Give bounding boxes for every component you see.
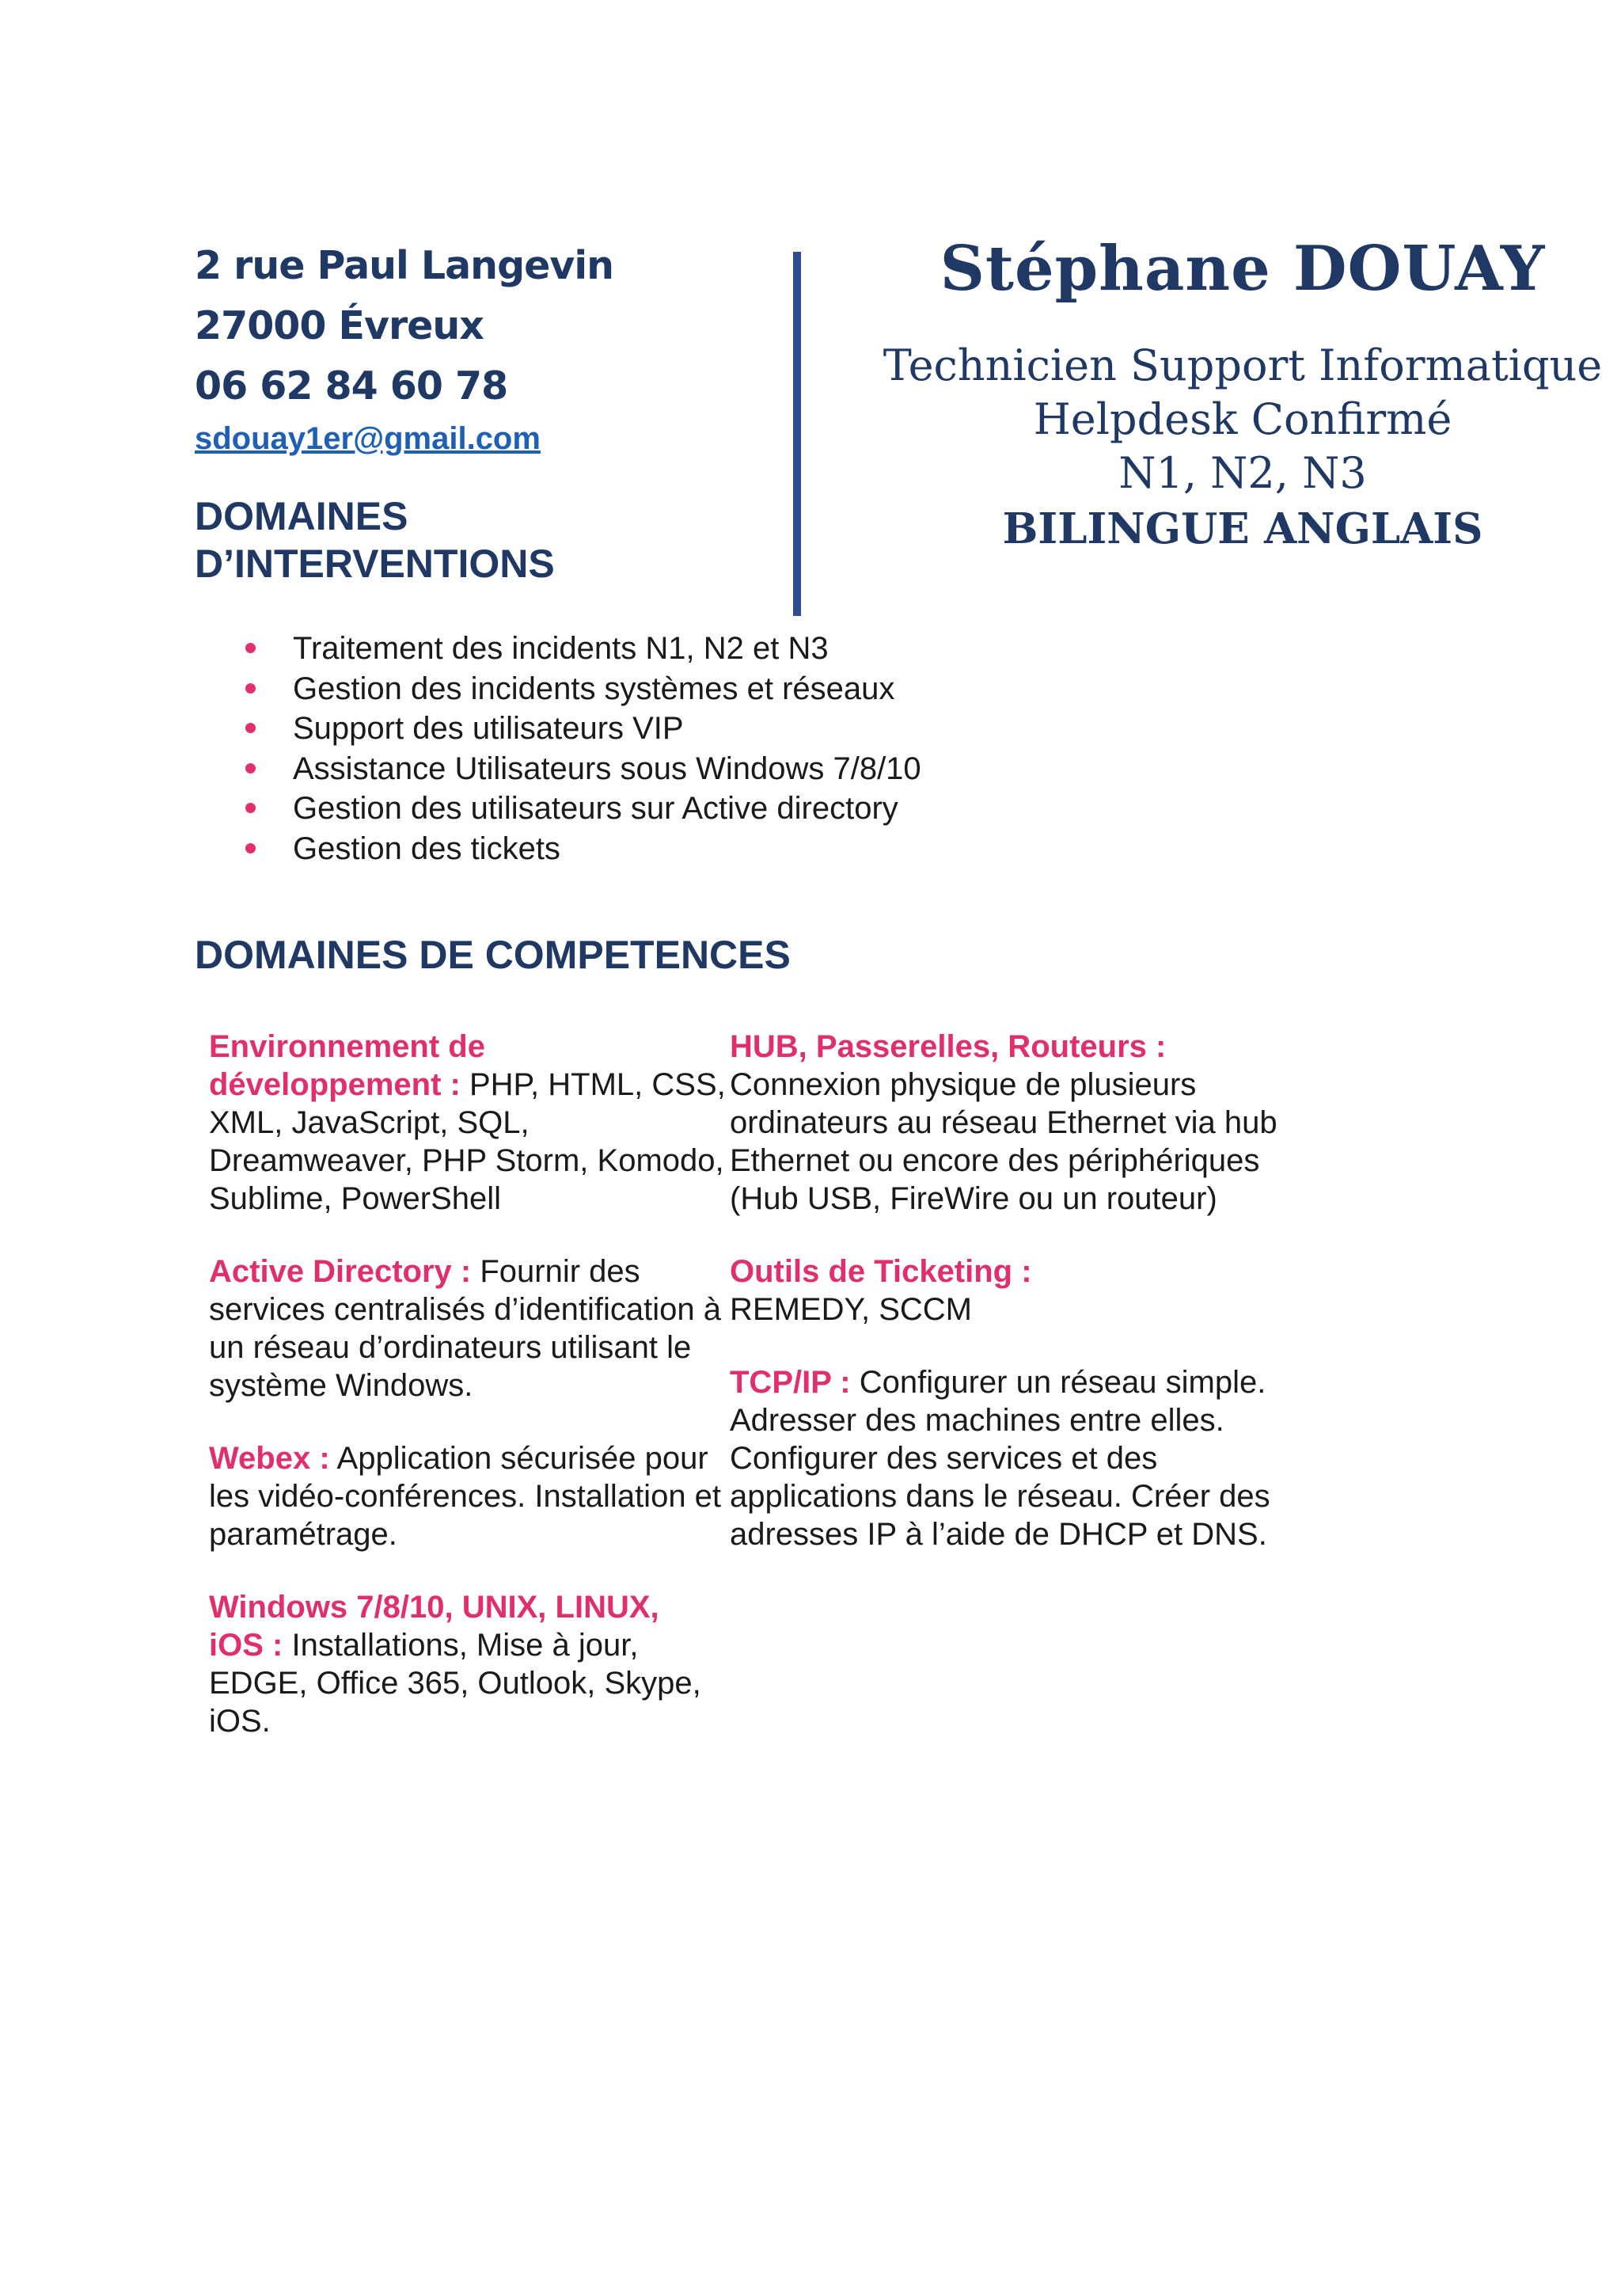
- identity-block: [871, 222, 1615, 557]
- interventions-title: [195, 492, 555, 587]
- list-item-text: Gestion des tickets: [293, 831, 560, 866]
- list-item-text: Traitement des incidents N1, N2 et N3: [293, 631, 829, 666]
- contact-block: [195, 236, 796, 461]
- list-item-text: Gestion des utilisateurs sur Active directory: [293, 791, 898, 826]
- bullet-icon: [245, 803, 256, 813]
- competence-keyword: iOS :: [209, 1628, 283, 1663]
- competence-ticketing: [730, 1253, 1284, 1329]
- list-item: [214, 789, 921, 829]
- list-item: [214, 669, 921, 709]
- competence-text: Configurer un réseau simple. Adresser des machines entre elles. Configurer des services et des applications dans le réseau. Créer des adresses IP à l’aide de DHCP et DNS.: [730, 1365, 1270, 1552]
- competence-os: [209, 1588, 731, 1740]
- competence-keyword: Webex :: [209, 1441, 330, 1476]
- competences-title: DOMAINES DE COMPETENCES: [195, 933, 791, 977]
- list-item-text: Gestion des incidents systèmes et réseaux: [293, 671, 895, 706]
- competence-active-directory: [209, 1253, 731, 1405]
- competence-keyword: Environnement de: [209, 1029, 485, 1064]
- interventions-title-line2: D’INTERVENTIONS: [195, 542, 555, 586]
- competence-dev-env: [209, 1028, 731, 1218]
- competence-text: PHP, HTML, CSS, XML, JavaScript, SQL, Dreamweaver, PHP Storm, Komodo, Sublime, PowerShell: [209, 1067, 726, 1216]
- bullet-icon: [245, 683, 256, 694]
- competence-webex: [209, 1439, 731, 1553]
- competence-keyword: Windows 7/8/10, UNIX, LINUX,: [209, 1590, 659, 1625]
- contact-email-link[interactable]: sdouay1er@gmail.com: [195, 421, 541, 456]
- language-level: BILINGUE ANGLAIS: [1002, 504, 1483, 553]
- bullet-icon: [245, 723, 256, 733]
- vertical-divider: [793, 252, 801, 616]
- competence-text: Application sécurisée pour les vidéo-conférences. Installation et paramétrage.: [209, 1441, 722, 1552]
- list-item: [214, 629, 921, 669]
- bullet-icon: [245, 843, 256, 853]
- competences-left-column: [209, 1028, 731, 1740]
- competence-text: Connexion physique de plusieurs ordinateurs au réseau Ethernet via hub Ethernet ou encore des périphériques (Hub USB, FireWire ou un routeur): [730, 1067, 1277, 1216]
- competence-network-hardware: [730, 1028, 1284, 1218]
- list-item: [214, 709, 921, 749]
- competence-keyword: HUB, Passerelles, Routeurs :: [730, 1029, 1167, 1064]
- job-title-line1: Technicien Support Informatique: [883, 340, 1603, 390]
- list-item-text: Assistance Utilisateurs sous Windows 7/8/10: [293, 751, 921, 786]
- interventions-list: [214, 629, 921, 869]
- competence-keyword: TCP/IP :: [730, 1365, 851, 1400]
- competence-text: REMEDY, SCCM: [730, 1292, 972, 1327]
- competence-tcpip: [730, 1363, 1284, 1553]
- competence-text: Installations, Mise à jour, EDGE, Office 365, Outlook, Skype, iOS.: [209, 1628, 701, 1739]
- competences-right-column: [730, 1028, 1284, 1553]
- bullet-icon: [245, 763, 256, 774]
- job-title-line2: Helpdesk Confirmé: [1033, 394, 1452, 444]
- person-name: Stéphane DOUAY: [940, 233, 1546, 305]
- list-item: [214, 829, 921, 869]
- competence-keyword: Active Directory :: [209, 1254, 472, 1289]
- competence-keyword: Outils de Ticketing :: [730, 1254, 1032, 1289]
- interventions-title-line1: DOMAINES: [195, 494, 408, 538]
- competence-text: Fournir des services centralisés d’identification à un réseau d’ordinateurs utilisant le système Windows.: [209, 1254, 721, 1403]
- competence-keyword: développement :: [209, 1067, 461, 1102]
- contact-phone: 06 62 84 60 78: [195, 363, 508, 409]
- bullet-icon: [245, 643, 256, 653]
- list-item-text: Support des utilisateurs VIP: [293, 711, 684, 746]
- contact-city: 27000 Évreux: [195, 303, 484, 348]
- list-item: [214, 749, 921, 789]
- contact-street: 2 rue Paul Langevin: [195, 243, 613, 288]
- job-title-line3: N1, N2, N3: [1118, 448, 1367, 498]
